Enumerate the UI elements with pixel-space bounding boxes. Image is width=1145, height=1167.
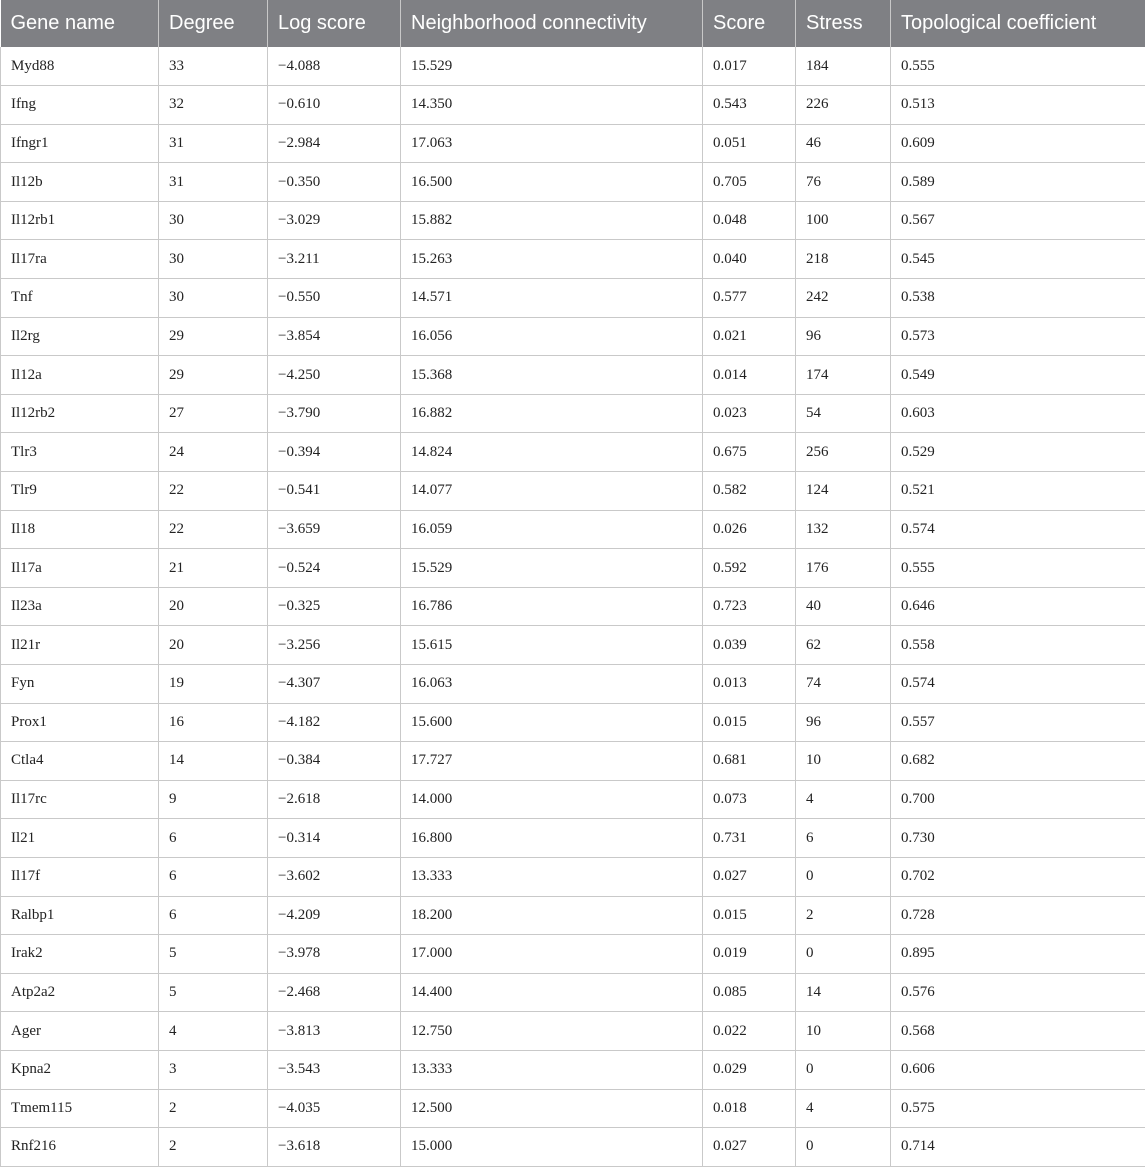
cell-log-score: −0.314 bbox=[268, 819, 401, 858]
cell-score: 0.723 bbox=[703, 587, 796, 626]
cell-gene-name: Il18 bbox=[1, 510, 159, 549]
cell-topological-coefficient: 0.538 bbox=[891, 279, 1145, 318]
cell-topological-coefficient: 0.589 bbox=[891, 163, 1145, 202]
cell-topological-coefficient: 0.555 bbox=[891, 47, 1145, 86]
cell-score: 0.022 bbox=[703, 1012, 796, 1051]
cell-topological-coefficient: 0.545 bbox=[891, 240, 1145, 279]
table-row bbox=[1, 356, 1145, 395]
cell-degree: 16 bbox=[159, 703, 268, 742]
cell-log-score: −3.813 bbox=[268, 1012, 401, 1051]
cell-gene-name: Il12rb1 bbox=[1, 201, 159, 240]
cell-topological-coefficient: 0.603 bbox=[891, 394, 1145, 433]
header-score: Score bbox=[703, 0, 796, 47]
cell-log-score: −2.984 bbox=[268, 124, 401, 163]
cell-gene-name: Ifng bbox=[1, 86, 159, 125]
cell-topological-coefficient: 0.521 bbox=[891, 472, 1145, 511]
cell-score: 0.023 bbox=[703, 394, 796, 433]
table-row bbox=[1, 1012, 1145, 1051]
table-body bbox=[1, 47, 1145, 1166]
cell-gene-name: Tmem115 bbox=[1, 1089, 159, 1128]
cell-stress: 10 bbox=[796, 742, 891, 781]
cell-score: 0.021 bbox=[703, 317, 796, 356]
cell-degree: 31 bbox=[159, 124, 268, 163]
cell-log-score: −3.978 bbox=[268, 935, 401, 974]
cell-gene-name: Il23a bbox=[1, 587, 159, 626]
cell-degree: 30 bbox=[159, 201, 268, 240]
cell-neighborhood-connectivity: 15.600 bbox=[401, 703, 703, 742]
cell-degree: 27 bbox=[159, 394, 268, 433]
cell-degree: 31 bbox=[159, 163, 268, 202]
cell-degree: 6 bbox=[159, 896, 268, 935]
cell-topological-coefficient: 0.895 bbox=[891, 935, 1145, 974]
cell-stress: 0 bbox=[796, 935, 891, 974]
cell-log-score: −0.541 bbox=[268, 472, 401, 511]
table-row bbox=[1, 1050, 1145, 1089]
cell-degree: 2 bbox=[159, 1128, 268, 1167]
cell-score: 0.577 bbox=[703, 279, 796, 318]
cell-score: 0.085 bbox=[703, 973, 796, 1012]
cell-log-score: −4.182 bbox=[268, 703, 401, 742]
cell-neighborhood-connectivity: 14.000 bbox=[401, 780, 703, 819]
cell-score: 0.051 bbox=[703, 124, 796, 163]
cell-stress: 242 bbox=[796, 279, 891, 318]
cell-score: 0.040 bbox=[703, 240, 796, 279]
cell-gene-name: Il21r bbox=[1, 626, 159, 665]
cell-neighborhood-connectivity: 18.200 bbox=[401, 896, 703, 935]
cell-log-score: −0.325 bbox=[268, 587, 401, 626]
cell-degree: 22 bbox=[159, 472, 268, 511]
cell-neighborhood-connectivity: 15.615 bbox=[401, 626, 703, 665]
header-gene-name: Gene name bbox=[1, 0, 159, 47]
cell-log-score: −0.394 bbox=[268, 433, 401, 472]
cell-topological-coefficient: 0.606 bbox=[891, 1050, 1145, 1089]
table-row bbox=[1, 896, 1145, 935]
cell-degree: 24 bbox=[159, 433, 268, 472]
cell-log-score: −3.618 bbox=[268, 1128, 401, 1167]
cell-score: 0.731 bbox=[703, 819, 796, 858]
table-row bbox=[1, 703, 1145, 742]
cell-gene-name: Il2rg bbox=[1, 317, 159, 356]
cell-neighborhood-connectivity: 12.750 bbox=[401, 1012, 703, 1051]
cell-gene-name: Atp2a2 bbox=[1, 973, 159, 1012]
cell-neighborhood-connectivity: 17.727 bbox=[401, 742, 703, 781]
cell-gene-name: Fyn bbox=[1, 665, 159, 704]
cell-neighborhood-connectivity: 16.056 bbox=[401, 317, 703, 356]
cell-gene-name: Tlr9 bbox=[1, 472, 159, 511]
table-row bbox=[1, 317, 1145, 356]
header-degree: Degree bbox=[159, 0, 268, 47]
cell-topological-coefficient: 0.568 bbox=[891, 1012, 1145, 1051]
cell-log-score: −4.088 bbox=[268, 47, 401, 86]
header-stress: Stress bbox=[796, 0, 891, 47]
table-row bbox=[1, 240, 1145, 279]
cell-log-score: −3.211 bbox=[268, 240, 401, 279]
cell-degree: 5 bbox=[159, 935, 268, 974]
cell-degree: 4 bbox=[159, 1012, 268, 1051]
cell-neighborhood-connectivity: 16.786 bbox=[401, 587, 703, 626]
cell-log-score: −3.602 bbox=[268, 857, 401, 896]
cell-gene-name: Tnf bbox=[1, 279, 159, 318]
cell-stress: 40 bbox=[796, 587, 891, 626]
table-row bbox=[1, 394, 1145, 433]
cell-degree: 22 bbox=[159, 510, 268, 549]
cell-gene-name: Il12b bbox=[1, 163, 159, 202]
table-row bbox=[1, 780, 1145, 819]
cell-neighborhood-connectivity: 14.824 bbox=[401, 433, 703, 472]
cell-neighborhood-connectivity: 15.529 bbox=[401, 47, 703, 86]
cell-degree: 30 bbox=[159, 279, 268, 318]
cell-neighborhood-connectivity: 14.077 bbox=[401, 472, 703, 511]
cell-neighborhood-connectivity: 16.500 bbox=[401, 163, 703, 202]
table-row bbox=[1, 665, 1145, 704]
cell-neighborhood-connectivity: 14.350 bbox=[401, 86, 703, 125]
cell-log-score: −3.659 bbox=[268, 510, 401, 549]
cell-log-score: −3.854 bbox=[268, 317, 401, 356]
cell-topological-coefficient: 0.574 bbox=[891, 510, 1145, 549]
table-row bbox=[1, 935, 1145, 974]
cell-stress: 176 bbox=[796, 549, 891, 588]
cell-neighborhood-connectivity: 16.882 bbox=[401, 394, 703, 433]
cell-neighborhood-connectivity: 14.571 bbox=[401, 279, 703, 318]
cell-gene-name: Ifngr1 bbox=[1, 124, 159, 163]
cell-neighborhood-connectivity: 17.063 bbox=[401, 124, 703, 163]
cell-score: 0.026 bbox=[703, 510, 796, 549]
cell-topological-coefficient: 0.513 bbox=[891, 86, 1145, 125]
cell-log-score: −4.209 bbox=[268, 896, 401, 935]
table-row bbox=[1, 510, 1145, 549]
table-row bbox=[1, 1128, 1145, 1167]
cell-stress: 2 bbox=[796, 896, 891, 935]
cell-degree: 20 bbox=[159, 587, 268, 626]
cell-score: 0.027 bbox=[703, 1128, 796, 1167]
cell-gene-name: Prox1 bbox=[1, 703, 159, 742]
cell-stress: 96 bbox=[796, 317, 891, 356]
cell-gene-name: Ager bbox=[1, 1012, 159, 1051]
table-row bbox=[1, 86, 1145, 125]
cell-neighborhood-connectivity: 15.882 bbox=[401, 201, 703, 240]
cell-score: 0.019 bbox=[703, 935, 796, 974]
cell-degree: 19 bbox=[159, 665, 268, 704]
cell-topological-coefficient: 0.557 bbox=[891, 703, 1145, 742]
cell-stress: 14 bbox=[796, 973, 891, 1012]
cell-stress: 256 bbox=[796, 433, 891, 472]
cell-degree: 29 bbox=[159, 356, 268, 395]
cell-log-score: −3.029 bbox=[268, 201, 401, 240]
cell-score: 0.073 bbox=[703, 780, 796, 819]
cell-stress: 0 bbox=[796, 1128, 891, 1167]
cell-score: 0.705 bbox=[703, 163, 796, 202]
cell-degree: 32 bbox=[159, 86, 268, 125]
cell-gene-name: Rnf216 bbox=[1, 1128, 159, 1167]
table-row bbox=[1, 124, 1145, 163]
cell-gene-name: Il12rb2 bbox=[1, 394, 159, 433]
table-row bbox=[1, 47, 1145, 86]
cell-score: 0.675 bbox=[703, 433, 796, 472]
cell-stress: 184 bbox=[796, 47, 891, 86]
cell-log-score: −0.550 bbox=[268, 279, 401, 318]
cell-log-score: −3.256 bbox=[268, 626, 401, 665]
cell-degree: 9 bbox=[159, 780, 268, 819]
table-row bbox=[1, 549, 1145, 588]
cell-stress: 74 bbox=[796, 665, 891, 704]
table-row bbox=[1, 587, 1145, 626]
cell-topological-coefficient: 0.714 bbox=[891, 1128, 1145, 1167]
cell-neighborhood-connectivity: 14.400 bbox=[401, 973, 703, 1012]
cell-gene-name: Irak2 bbox=[1, 935, 159, 974]
table-row bbox=[1, 819, 1145, 858]
cell-log-score: −0.610 bbox=[268, 86, 401, 125]
cell-stress: 62 bbox=[796, 626, 891, 665]
cell-score: 0.015 bbox=[703, 896, 796, 935]
cell-neighborhood-connectivity: 15.263 bbox=[401, 240, 703, 279]
table-row bbox=[1, 279, 1145, 318]
cell-stress: 4 bbox=[796, 780, 891, 819]
table-row bbox=[1, 201, 1145, 240]
cell-gene-name: Il17ra bbox=[1, 240, 159, 279]
cell-topological-coefficient: 0.575 bbox=[891, 1089, 1145, 1128]
cell-score: 0.014 bbox=[703, 356, 796, 395]
cell-gene-name: Il12a bbox=[1, 356, 159, 395]
cell-gene-name: Myd88 bbox=[1, 47, 159, 86]
cell-neighborhood-connectivity: 15.000 bbox=[401, 1128, 703, 1167]
table-row bbox=[1, 626, 1145, 665]
cell-stress: 218 bbox=[796, 240, 891, 279]
cell-topological-coefficient: 0.702 bbox=[891, 857, 1145, 896]
cell-stress: 76 bbox=[796, 163, 891, 202]
cell-stress: 124 bbox=[796, 472, 891, 511]
cell-log-score: −2.468 bbox=[268, 973, 401, 1012]
cell-score: 0.029 bbox=[703, 1050, 796, 1089]
cell-stress: 54 bbox=[796, 394, 891, 433]
cell-score: 0.013 bbox=[703, 665, 796, 704]
cell-score: 0.592 bbox=[703, 549, 796, 588]
cell-topological-coefficient: 0.529 bbox=[891, 433, 1145, 472]
cell-topological-coefficient: 0.555 bbox=[891, 549, 1145, 588]
cell-topological-coefficient: 0.700 bbox=[891, 780, 1145, 819]
cell-topological-coefficient: 0.567 bbox=[891, 201, 1145, 240]
cell-degree: 6 bbox=[159, 819, 268, 858]
cell-gene-name: Tlr3 bbox=[1, 433, 159, 472]
cell-stress: 4 bbox=[796, 1089, 891, 1128]
cell-log-score: −2.618 bbox=[268, 780, 401, 819]
cell-log-score: −3.790 bbox=[268, 394, 401, 433]
cell-stress: 174 bbox=[796, 356, 891, 395]
cell-neighborhood-connectivity: 17.000 bbox=[401, 935, 703, 974]
cell-topological-coefficient: 0.609 bbox=[891, 124, 1145, 163]
cell-stress: 0 bbox=[796, 857, 891, 896]
cell-neighborhood-connectivity: 16.059 bbox=[401, 510, 703, 549]
table-row bbox=[1, 163, 1145, 202]
cell-gene-name: Il17rc bbox=[1, 780, 159, 819]
cell-degree: 30 bbox=[159, 240, 268, 279]
cell-log-score: −4.250 bbox=[268, 356, 401, 395]
cell-log-score: −4.307 bbox=[268, 665, 401, 704]
cell-score: 0.018 bbox=[703, 1089, 796, 1128]
header-neighborhood-connectivity: Neighborhood connectivity bbox=[401, 0, 703, 47]
cell-topological-coefficient: 0.574 bbox=[891, 665, 1145, 704]
cell-stress: 6 bbox=[796, 819, 891, 858]
table-row bbox=[1, 472, 1145, 511]
table-row bbox=[1, 857, 1145, 896]
cell-score: 0.543 bbox=[703, 86, 796, 125]
cell-score: 0.048 bbox=[703, 201, 796, 240]
cell-topological-coefficient: 0.730 bbox=[891, 819, 1145, 858]
cell-gene-name: Il17a bbox=[1, 549, 159, 588]
header-topological-coefficient: Topological coefficient bbox=[891, 0, 1145, 47]
cell-gene-name: Il21 bbox=[1, 819, 159, 858]
cell-stress: 100 bbox=[796, 201, 891, 240]
cell-topological-coefficient: 0.728 bbox=[891, 896, 1145, 935]
cell-topological-coefficient: 0.682 bbox=[891, 742, 1145, 781]
cell-stress: 0 bbox=[796, 1050, 891, 1089]
table-header bbox=[1, 0, 1145, 47]
cell-log-score: −4.035 bbox=[268, 1089, 401, 1128]
cell-neighborhood-connectivity: 13.333 bbox=[401, 1050, 703, 1089]
cell-degree: 14 bbox=[159, 742, 268, 781]
header-row bbox=[1, 0, 1145, 47]
header-log-score: Log score bbox=[268, 0, 401, 47]
cell-degree: 6 bbox=[159, 857, 268, 896]
cell-gene-name: Kpna2 bbox=[1, 1050, 159, 1089]
cell-neighborhood-connectivity: 13.333 bbox=[401, 857, 703, 896]
cell-neighborhood-connectivity: 15.529 bbox=[401, 549, 703, 588]
cell-degree: 21 bbox=[159, 549, 268, 588]
cell-gene-name: Il17f bbox=[1, 857, 159, 896]
table-row bbox=[1, 1089, 1145, 1128]
cell-stress: 132 bbox=[796, 510, 891, 549]
cell-topological-coefficient: 0.576 bbox=[891, 973, 1145, 1012]
table-row bbox=[1, 742, 1145, 781]
cell-score: 0.681 bbox=[703, 742, 796, 781]
cell-stress: 96 bbox=[796, 703, 891, 742]
cell-stress: 226 bbox=[796, 86, 891, 125]
cell-log-score: −0.524 bbox=[268, 549, 401, 588]
cell-gene-name: Ralbp1 bbox=[1, 896, 159, 935]
table-row bbox=[1, 973, 1145, 1012]
cell-topological-coefficient: 0.549 bbox=[891, 356, 1145, 395]
cell-neighborhood-connectivity: 16.800 bbox=[401, 819, 703, 858]
cell-topological-coefficient: 0.558 bbox=[891, 626, 1145, 665]
cell-log-score: −0.350 bbox=[268, 163, 401, 202]
cell-neighborhood-connectivity: 12.500 bbox=[401, 1089, 703, 1128]
cell-score: 0.015 bbox=[703, 703, 796, 742]
cell-degree: 33 bbox=[159, 47, 268, 86]
cell-neighborhood-connectivity: 16.063 bbox=[401, 665, 703, 704]
cell-degree: 2 bbox=[159, 1089, 268, 1128]
cell-log-score: −0.384 bbox=[268, 742, 401, 781]
cell-degree: 5 bbox=[159, 973, 268, 1012]
table-row bbox=[1, 433, 1145, 472]
cell-score: 0.017 bbox=[703, 47, 796, 86]
cell-stress: 46 bbox=[796, 124, 891, 163]
cell-log-score: −3.543 bbox=[268, 1050, 401, 1089]
cell-neighborhood-connectivity: 15.368 bbox=[401, 356, 703, 395]
cell-score: 0.027 bbox=[703, 857, 796, 896]
cell-degree: 20 bbox=[159, 626, 268, 665]
cell-score: 0.039 bbox=[703, 626, 796, 665]
cell-score: 0.582 bbox=[703, 472, 796, 511]
cell-degree: 29 bbox=[159, 317, 268, 356]
cell-degree: 3 bbox=[159, 1050, 268, 1089]
cell-stress: 10 bbox=[796, 1012, 891, 1051]
cell-gene-name: Ctla4 bbox=[1, 742, 159, 781]
cell-topological-coefficient: 0.646 bbox=[891, 587, 1145, 626]
cell-topological-coefficient: 0.573 bbox=[891, 317, 1145, 356]
